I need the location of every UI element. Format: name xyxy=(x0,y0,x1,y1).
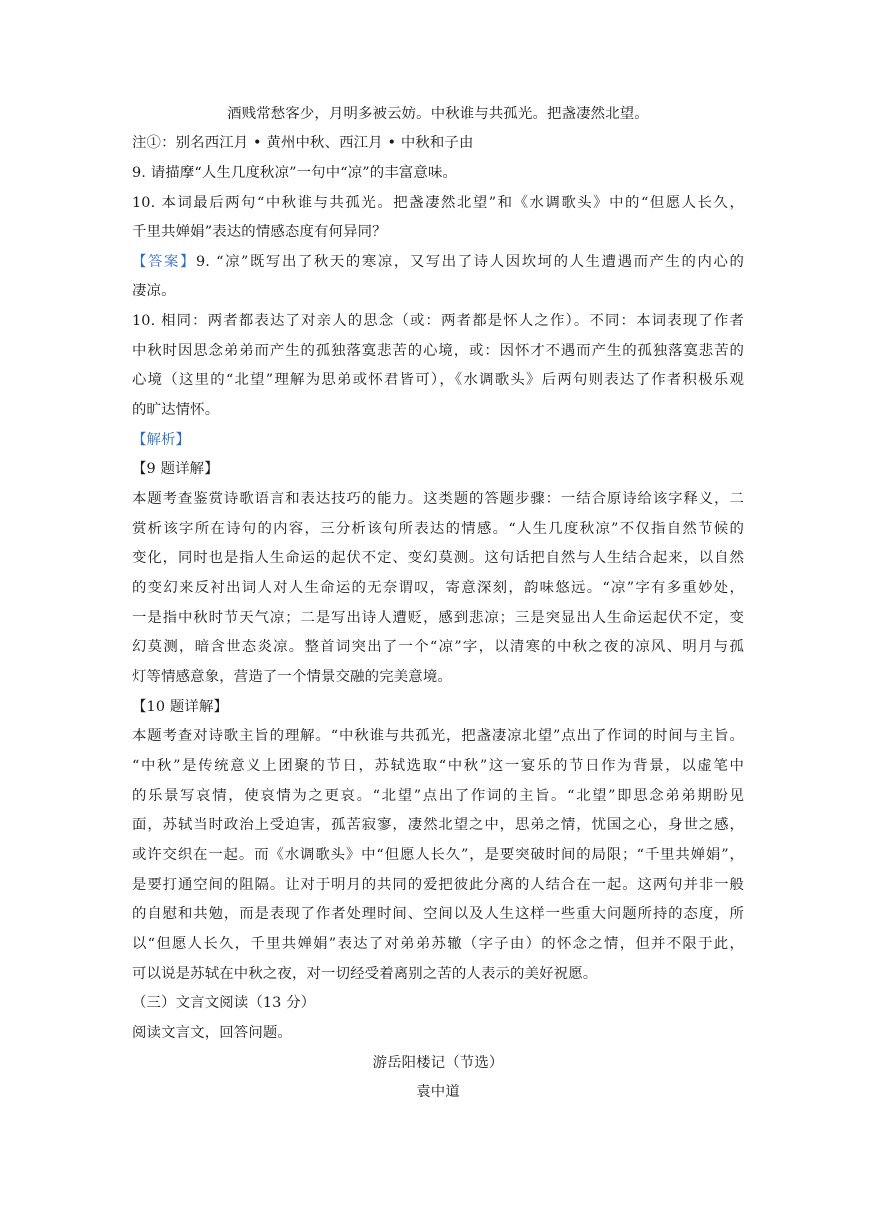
answer-10-line-2: 中秋时因思念弟弟而产生的孤独落寞悲苦的心境，或：因怀才不遇而产生的孤独落寞悲苦的 xyxy=(132,343,744,359)
detail-10-title: 【10 题详解】 xyxy=(132,699,229,715)
answer-10-line-3: 心境（这里的“北望”理解为思弟或怀君皆可），《水调歌头》后两句则表达了作者积极乐观 xyxy=(132,372,744,388)
answer-9-text: 9. “凉”既写出了秋天的寒凉，又写出了诗人因坎坷的人生遭遇而产生的内心的 xyxy=(195,254,744,270)
analysis-tag: 【解析】 xyxy=(132,432,191,448)
detail-9-line-3: 变化，同时也是指人生命运的起伏不定、变幻莫测。这句话把自然与人生结合起来，以自然 xyxy=(132,550,744,566)
detail-9-line-4: 的变幻来反衬出词人对人生命运的无奈谓叹，寄意深刻，韵味悠远。“凉”字有多重妙处， xyxy=(132,580,744,596)
poem-last-line: 酒贱常愁客少，月明多被云妨。中秋谁与共孤光。把盏凄然北望。 xyxy=(227,106,649,122)
detail-10-line-5: 或许交织在一起。而《水调歌头》中“但愿人长久”，是要突破时间的局限；“千里共婵娟”， xyxy=(132,847,744,863)
detail-9-line-7: 灯等情感意象，营造了一个情景交融的完美意境。 xyxy=(132,669,452,685)
poem-note: 注①：别名西江月 • 黄州中秋、西江月 • 中秋和子由 xyxy=(132,135,474,151)
detail-9-line-2: 赏析该字所在诗句的内容，三分析该句所表达的情感。“人生几度秋凉”不仅指自然节候的 xyxy=(132,521,744,537)
section-3-instruction: 阅读文言文，回答问题。 xyxy=(132,1025,292,1041)
answer-10-line-4: 的旷达情怀。 xyxy=(132,402,220,418)
detail-10-line-4: 面，苏轼当时政治上受迫害，孤苦寂寥，凄然北望之中，思弟之情，忧国之心，身世之感， xyxy=(132,817,744,833)
article-author: 袁中道 xyxy=(416,1084,460,1100)
detail-10-line-3: 的乐景写哀情，使哀情为之更哀。“北望”点出了作词的主旨。“北望”即思念弟弟期盼见 xyxy=(132,788,744,804)
detail-9-title: 【9 题详解】 xyxy=(132,461,219,477)
answer-9-line-1 xyxy=(132,252,744,272)
article-title: 游岳阳楼记（节选） xyxy=(372,1055,504,1071)
detail-9-line-1: 本题考查鉴赏诗歌语言和表达技巧的能力。这类题的答题步骤：一结合原诗给该字释义，二 xyxy=(132,491,744,507)
detail-9-line-6: 幻莫测，暗含世态炎凉。整首词突出了一个“凉”字，以清寒的中秋之夜的凉风、明月与孤 xyxy=(132,639,744,655)
detail-10-line-8: 以“但愿人长久，千里共婵娟”表达了对弟弟苏辙（字子由）的怀念之情，但并不限于此， xyxy=(132,936,744,952)
detail-10-line-7: 的自慰和共勉，而是表现了作者处理时间、空间以及人生这样一些重大问题所持的态度，所 xyxy=(132,906,744,922)
answer-9-line-2: 凄凉。 xyxy=(132,283,176,299)
answer-10-line-1: 10. 相同：两者都表达了对亲人的思念（或：两者都是怀人之作）。不同：本词表现了作者 xyxy=(132,313,744,329)
detail-10-line-9: 可以说是苏轼在中秋之夜，对一切经受着离别之苦的人表示的美好祝愿。 xyxy=(132,966,598,982)
answer-tag: 【答案】 xyxy=(132,254,196,270)
detail-10-line-2: “中秋”是传统意义上团聚的节日，苏轼选取“中秋”这一宴乐的节日作为背景，以虚笔中 xyxy=(132,758,744,774)
section-3-heading: （三）文言文阅读（13 分） xyxy=(132,995,316,1011)
detail-9-line-5: 一是指中秋时节天气凉；二是写出诗人遭贬，感到悲凉；三是突显出人生命运起伏不定，变 xyxy=(132,610,744,626)
question-9: 9. 请描摩“人生几度秋凉”一句中“凉”的丰富意味。 xyxy=(132,165,458,181)
detail-10-line-6: 是要打通空间的阻隔。让对于明月的共同的爱把彼此分离的人结合在一起。这两句并非一般 xyxy=(132,877,744,893)
detail-10-line-1: 本题考查对诗歌主旨的理解。“中秋谁与共孤光，把盏凄凉北望”点出了作词的时间与主旨。 xyxy=(132,728,744,744)
question-10-line-2: 千里共婵娟”表达的情感态度有何异同？ xyxy=(132,224,387,240)
question-10-line-1: 10. 本词最后两句“中秋谁与共孤光。把盏凄然北望”和《水调歌头》中的“但愿人长久， xyxy=(132,195,744,211)
